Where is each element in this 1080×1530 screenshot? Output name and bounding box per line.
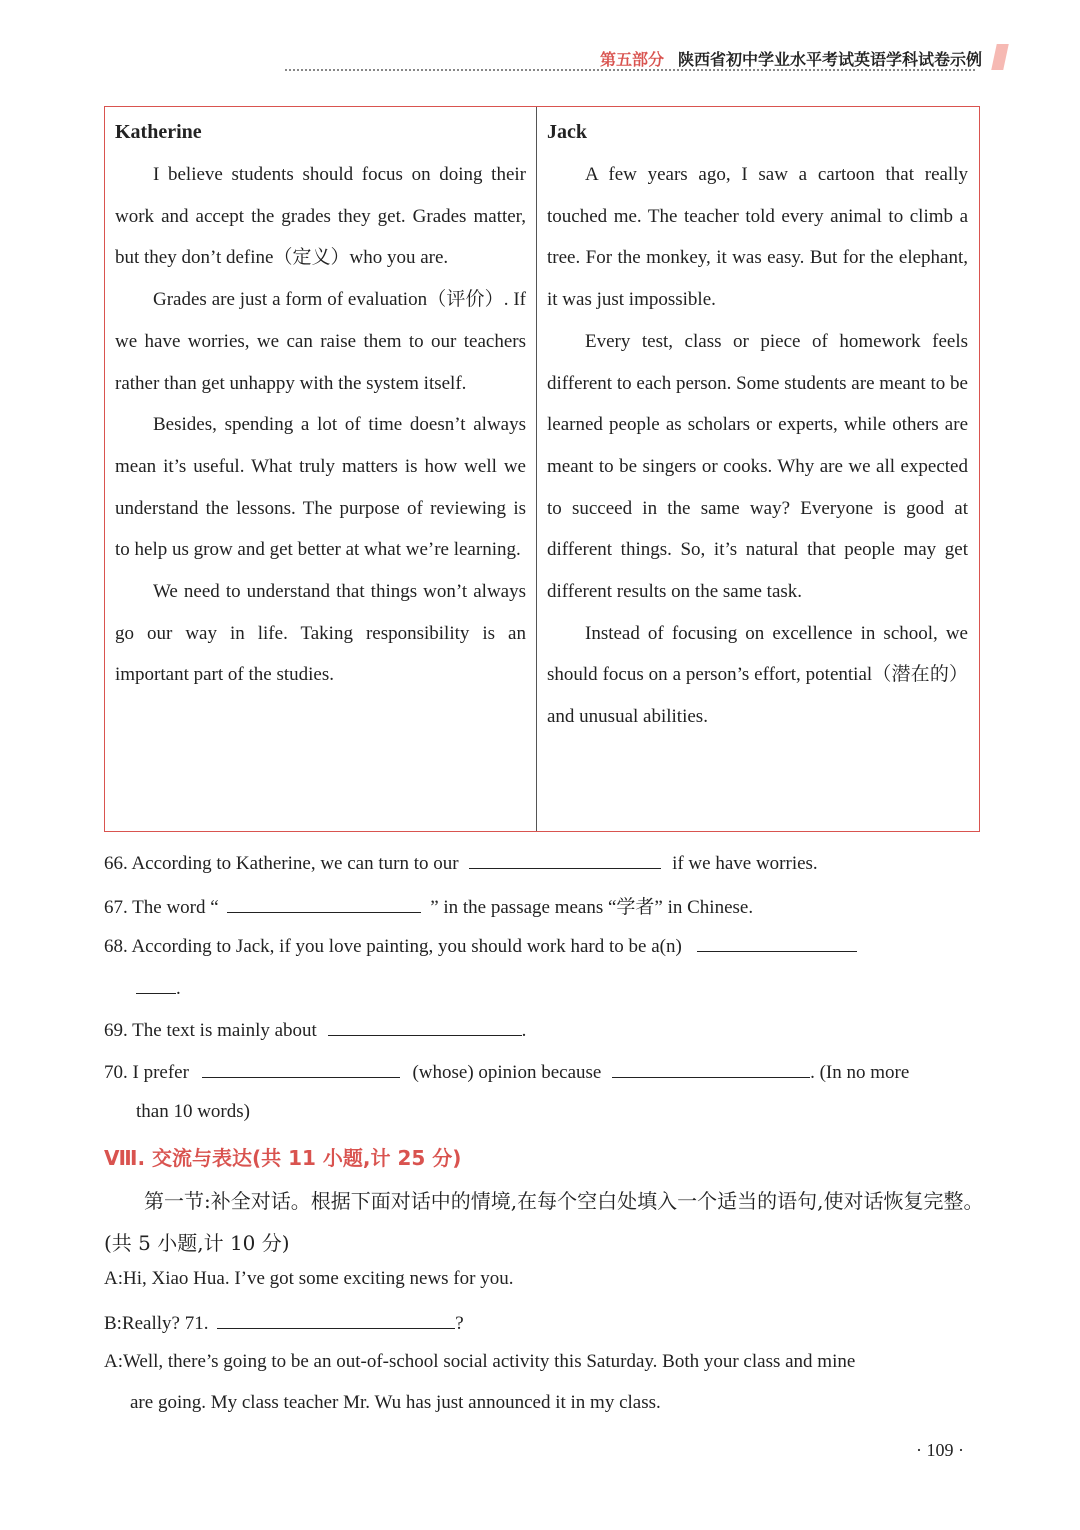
answer-blank[interactable]: [227, 894, 421, 913]
paragraph: We need to understand that things won’t always go our way in life. Taking responsibility is an important part of the studies.: [115, 581, 526, 686]
paragraph: Every test, class or piece of homework feels different to each person. Some students are meant to be learned people as scholars or experts, while others are meant to be singers or cooks. Why are we all expected to succeed in the same way? Everyone is good at different things. So, it’s natural that people may get different results on the same task.: [547, 330, 968, 603]
answer-blank-cont[interactable]: [136, 975, 176, 994]
question-67: [104, 892, 984, 919]
paragraph: Besides, spending a lot of time doesn’t always mean it’s useful. What truly matters is how well we understand the lessons. The purpose of reviewing is to help us grow and get better at what we’re learning.: [115, 414, 526, 561]
question-text: 68. According to Jack, if you love painting, you should work hard to be a(n): [104, 936, 682, 957]
header-divider: [285, 69, 975, 71]
page-number: · 109 ·: [916, 1440, 964, 1460]
paragraph: I believe students should focus on doing their work and accept the grades they get. Grades matter, but they don’t define（定义）who you are.: [115, 164, 526, 269]
question-text: if we have worries.: [672, 853, 818, 874]
question-text: .: [176, 978, 181, 999]
answer-blank[interactable]: [612, 1059, 810, 1078]
header-part: 第五部分: [599, 49, 664, 69]
paragraph: Grades are just a form of evaluation（评价）. If we have worries, we can raise them to our teachers rather than get unhappy with the system itself.: [115, 289, 526, 394]
passage-jack: [537, 107, 978, 831]
answer-blank[interactable]: [697, 933, 857, 952]
question-text: .: [521, 1020, 527, 1041]
paragraph: A few years ago, I saw a cartoon that really touched me. The teacher told every animal to climb a tree. For the monkey, it was easy. But for the elephant, it was just impossible.: [547, 164, 968, 311]
question-70: [104, 1059, 984, 1084]
header-title: 陕西省初中学业水平考试英语学科试卷示例: [677, 49, 982, 69]
answer-blank[interactable]: [328, 1017, 522, 1036]
question-text: 67. The word “: [104, 897, 219, 918]
question-text: 69. The text is mainly about: [104, 1020, 317, 1041]
dialogue-text: B:Really? 71.: [104, 1313, 209, 1334]
question-68: [104, 933, 984, 958]
dialogue-line: A:Well, there’s going to be an out-of-school social activity this Saturday. Both your class and mine: [104, 1351, 856, 1372]
dialogue-text: ?: [455, 1313, 464, 1334]
question-text: 66. According to Katherine, we can turn to our: [104, 853, 459, 874]
answer-blank-71[interactable]: [217, 1310, 455, 1329]
question-text: 70. I prefer: [104, 1062, 189, 1083]
section-instructions: 第一节:补全对话。根据下面对话中的情境,在每个空白处填入一个适当的语句,使对话恢复完整。(共 5 小题,计 10 分): [104, 1189, 984, 1255]
answer-blank[interactable]: [469, 850, 661, 869]
question-text: (whose) opinion because: [412, 1062, 602, 1083]
question-66: [104, 850, 984, 875]
answer-blank[interactable]: [202, 1059, 400, 1078]
question-text: . (In no more: [810, 1062, 910, 1083]
dialogue-line-cont: are going. My class teacher Mr. Wu has just announced it in my class.: [130, 1392, 661, 1413]
passage-katherine: [105, 107, 537, 831]
passage-author: Jack: [547, 121, 587, 143]
question-69: [104, 1017, 984, 1042]
passage-box: [104, 106, 980, 832]
dialogue-line: A:Hi, Xiao Hua. I’ve got some exciting news for you.: [104, 1268, 514, 1289]
dialogue-line: [104, 1310, 984, 1335]
question-text: than 10 words): [136, 1101, 250, 1122]
header-tab-decoration: [991, 44, 1009, 70]
question-text: ” in the passage means “学者” in Chinese.: [430, 897, 754, 918]
passage-author: Katherine: [115, 121, 202, 143]
section-title: Ⅷ. 交流与表达(共 11 小题,计 25 分): [104, 1146, 462, 1170]
paragraph: Instead of focusing on excellence in school, we should focus on a person’s effort, potential（潜在的）and unusual abilities.: [547, 622, 968, 728]
question-70-cont: [136, 1101, 1016, 1123]
question-68-cont: [136, 975, 1016, 1000]
